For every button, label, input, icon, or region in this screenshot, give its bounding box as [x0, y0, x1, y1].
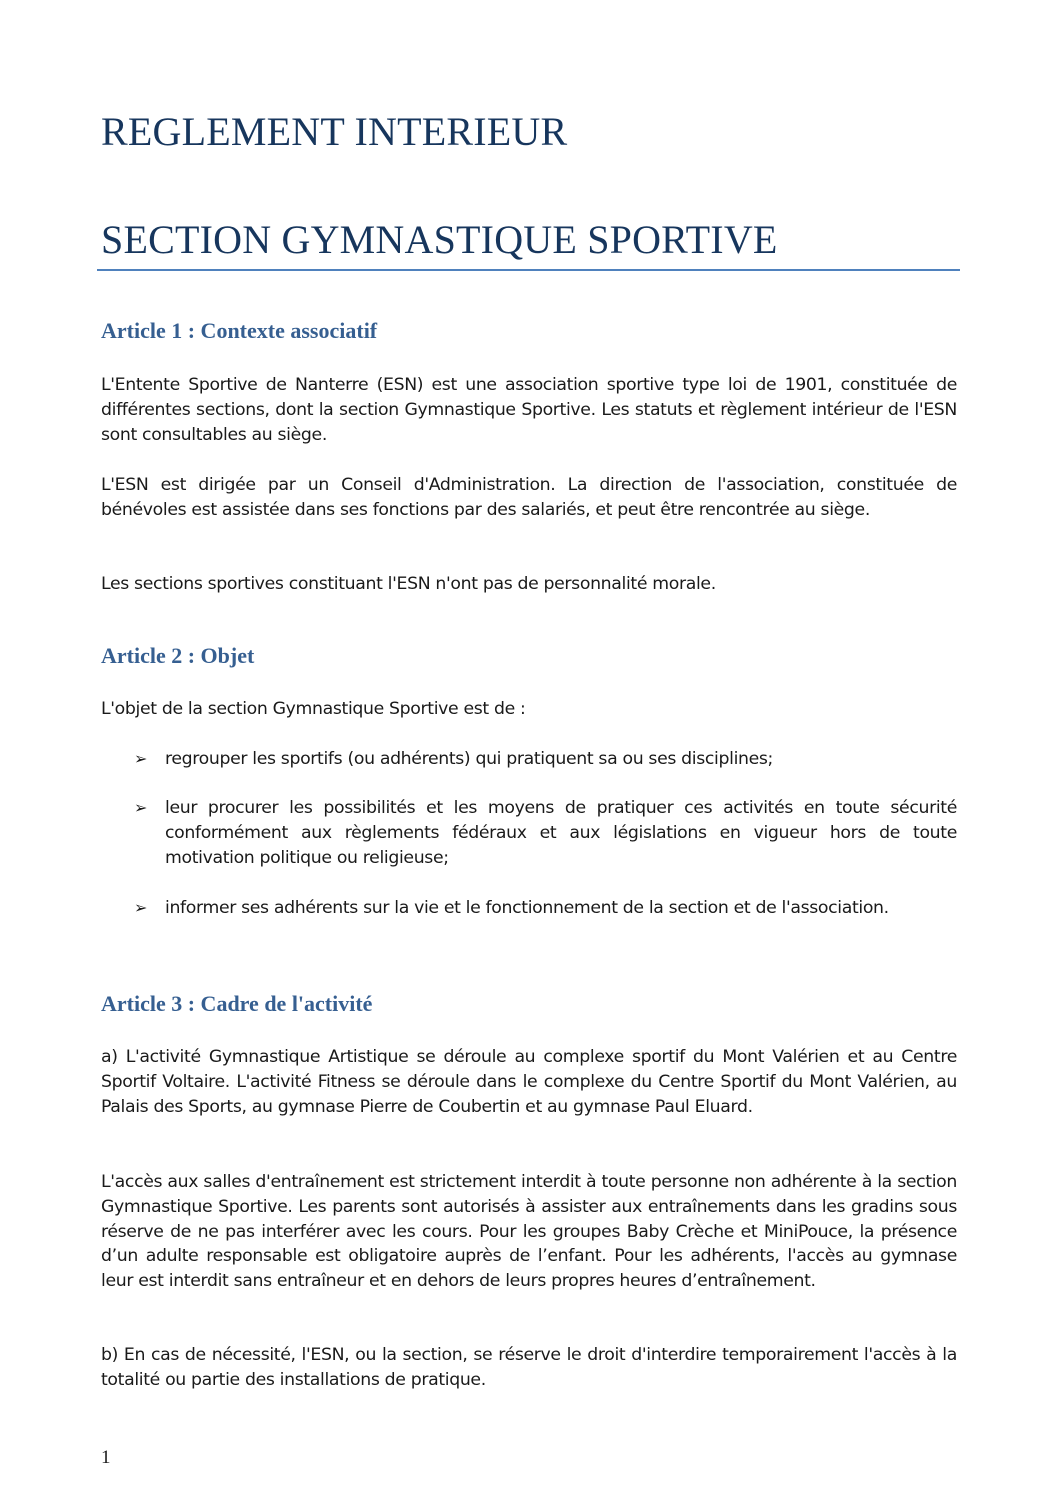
- bullet-arrow-icon: ➢: [134, 798, 148, 817]
- article-2-intro: L'objet de la section Gymnastique Sportive est de :: [101, 699, 526, 719]
- article-3-heading: Article 3 : Cadre de l'activité: [101, 991, 373, 1016]
- article-1-paragraph-3: Les sections sportives constituant l'ESN n'ont pas de personnalité morale.: [101, 574, 716, 594]
- article-3-paragraph-2: L'accès aux salles d'entraînement est strictement interdit à toute personne non adhérente à la section Gymnastique Sportive. Les parents sont autorisés à assister aux entraînements dans les gradins sous réserve de ne pas interférer avec les cours. Pour les groupes Baby Crèche et MiniPouce, la présence d’un adulte responsable est obligatoire auprès de l’enfant. Pour les adhérents, l'accès au gymnase leur est interdit sans entraîneur et en dehors de leurs propres heures d’entraînement.: [101, 1172, 957, 1292]
- article-1-paragraph-1: L'Entente Sportive de Nanterre (ESN) est une association sportive type loi de 1901, constituée de différentes sections, dont la section Gymnastique Sportive. Les statuts et règlement intérieur de l'ESN sont consultables au siège.: [101, 375, 957, 445]
- bullet-arrow-icon: ➢: [134, 898, 148, 917]
- article-2-list-item: regrouper les sportifs (ou adhérents) qui pratiquent sa ou ses disciplines;: [165, 749, 774, 769]
- article-2-list-item: leur procurer les possibilités et les moyens de pratiquer ces activités en toute sécurité conformément aux règlements fédéraux et aux législations en vigueur hors de toute motivation politique ou religieuse;: [165, 798, 957, 868]
- document-title: REGLEMENT INTERIEUR: [101, 109, 568, 154]
- article-2-list-item: informer ses adhérents sur la vie et le fonctionnement de la section et de l'association.: [165, 898, 889, 918]
- title-divider: [97, 269, 960, 271]
- article-1-paragraph-2: L'ESN est dirigée par un Conseil d'Administration. La direction de l'association, constituée de bénévoles est assistée dans ses fonctions par des salariés, et peut être rencontrée au siège.: [101, 475, 957, 520]
- article-2-heading: Article 2 : Objet: [101, 643, 255, 668]
- page-number: 1: [101, 1447, 111, 1468]
- article-1-heading: Article 1 : Contexte associatif: [101, 318, 378, 343]
- document-subtitle: SECTION GYMNASTIQUE SPORTIVE: [101, 217, 778, 262]
- bullet-arrow-icon: ➢: [134, 749, 148, 768]
- article-3-paragraph-3: b) En cas de nécessité, l'ESN, ou la section, se réserve le droit d'interdire temporairement l'accès à la totalité ou partie des installations de pratique.: [101, 1345, 957, 1390]
- article-3-paragraph-1: a) L'activité Gymnastique Artistique se déroule au complexe sportif du Mont Valérien et au Centre Sportif Voltaire. L'activité Fitness se déroule dans le complexe du Centre Sportif du Mont Valérien, au Palais des Sports, au gymnase Pierre de Coubertin et au gymnase Paul Eluard.: [101, 1047, 957, 1117]
